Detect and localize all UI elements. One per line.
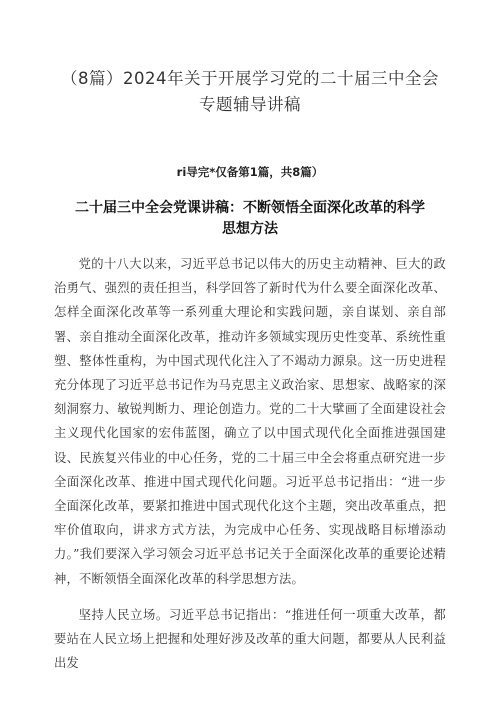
body-paragraph-2: 坚持人民立场。习近平总书记指出：“推进任何一项重大改革，都要站在人民立场上把握和处理好涉及改革的重大问题，都要从人民利益出发 (54, 607, 446, 671)
body-paragraph-1: 党的十八大以来，习近平总书记以伟大的历史主动精神、巨大的政治勇气、强烈的责任担当，科学回答了新时代为什么要全面深化改革、怎样全面深化改革等一系列重大理论和实践问题，亲自谋划、亲自部署、亲自推动全面深化改革，推动许多领域实现历史性变革、系统性重塑、整体性重构，为中国式现代化注入了不竭动力源泉。这一历史进程充分体现了习近平总书记作为马克思主义政治家、思想家、战略家的深刻洞察力、敏锐判断力、理论创造力。党的二十大擘画了全面建设社会主义现代化国家的宏伟蓝图，确立了以中国式现代化全面推进强国建设、民族复兴伟业的中心任务，党的二十届三中全会将重点研究进一步全面深化改革、推进中国式现代化问题。习近平总书记指出：“进一步全面深化改革，要紧扣推进中国式现代化这个主题，突出改革重点，把牢价值取向，讲求方式方法，为完成中心任务、实现战略目标增添动力。”我们要深入学习领会习近平总书记关于全面深化改革的重要论述精神，不断领悟全面深化改革的科学思想方法。 (54, 257, 446, 586)
document-title-line-2: 专题辅导讲稿 (199, 95, 301, 114)
document-title (54, 66, 446, 118)
section-title-line-1: 二十届三中全会党课讲稿：不断领悟全面深化改革的科学 (75, 200, 425, 216)
document-subtitle: ri导完*仅备第1篇，共8篇） (176, 165, 324, 179)
section-title (54, 198, 446, 240)
document-title-line-1: （8篇）2024年关于开展学习党的二十届三中全会 (61, 69, 439, 88)
section-title-line-2: 思想方法 (222, 221, 278, 237)
